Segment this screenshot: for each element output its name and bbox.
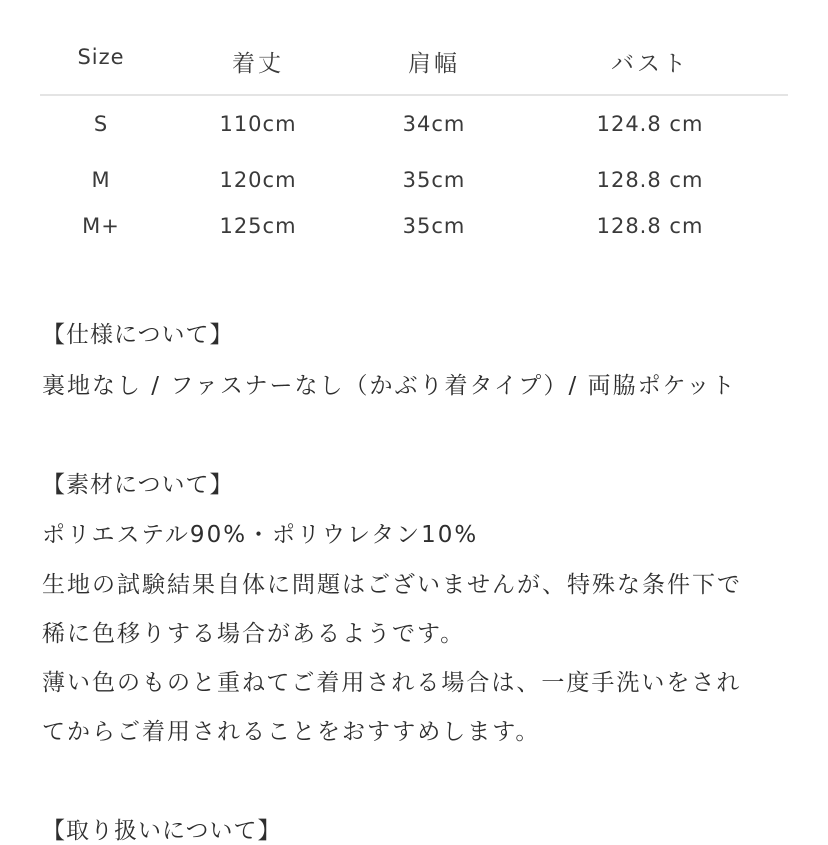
- material-line: てからご着用されることをおすすめします。: [42, 719, 541, 745]
- size-cell: M+: [82, 214, 120, 238]
- spec-title: 【仕様について】: [42, 322, 234, 348]
- size-cell: S: [93, 112, 109, 136]
- table-row: [0, 112, 828, 142]
- material-line: ポリエステル90%・ポリウレタン10%: [42, 522, 479, 548]
- table-divider: [40, 94, 788, 96]
- shoulder-cell: 35cm: [402, 168, 466, 192]
- shoulder-cell: 35cm: [402, 214, 466, 238]
- bust-cell: 128.8 cm: [596, 214, 704, 238]
- material-line: 生地の試験結果自体に問題はございませんが、特殊な条件下で: [42, 572, 742, 598]
- table-header: [0, 0, 828, 95]
- table-row: [0, 168, 828, 198]
- size-cell: M: [91, 168, 111, 192]
- header-shoulder: 肩幅: [408, 51, 460, 77]
- header-bust: バスト: [611, 51, 689, 77]
- length-cell: 120cm: [219, 168, 297, 192]
- header-length: 着丈: [232, 51, 284, 77]
- material-line: 稀に色移りする場合があるようです。: [42, 621, 466, 647]
- shoulder-cell: 34cm: [402, 112, 466, 136]
- length-cell: 125cm: [219, 214, 297, 238]
- material-line: 薄い色のものと重ねてご着用される場合は、一度手洗いをされ: [42, 670, 742, 696]
- length-cell: 110cm: [219, 112, 297, 136]
- material-title: 【素材について】: [42, 472, 234, 498]
- care-title: 【取り扱いについて】: [42, 818, 282, 844]
- size-table: [0, 0, 828, 238]
- spec-line: 裏地なし / ファスナーなし（かぶり着タイプ）/ 両脇ポケット: [42, 373, 737, 399]
- table-row: [0, 214, 828, 244]
- header-size: Size: [77, 45, 125, 69]
- bust-cell: 124.8 cm: [596, 112, 704, 136]
- bust-cell: 128.8 cm: [596, 168, 704, 192]
